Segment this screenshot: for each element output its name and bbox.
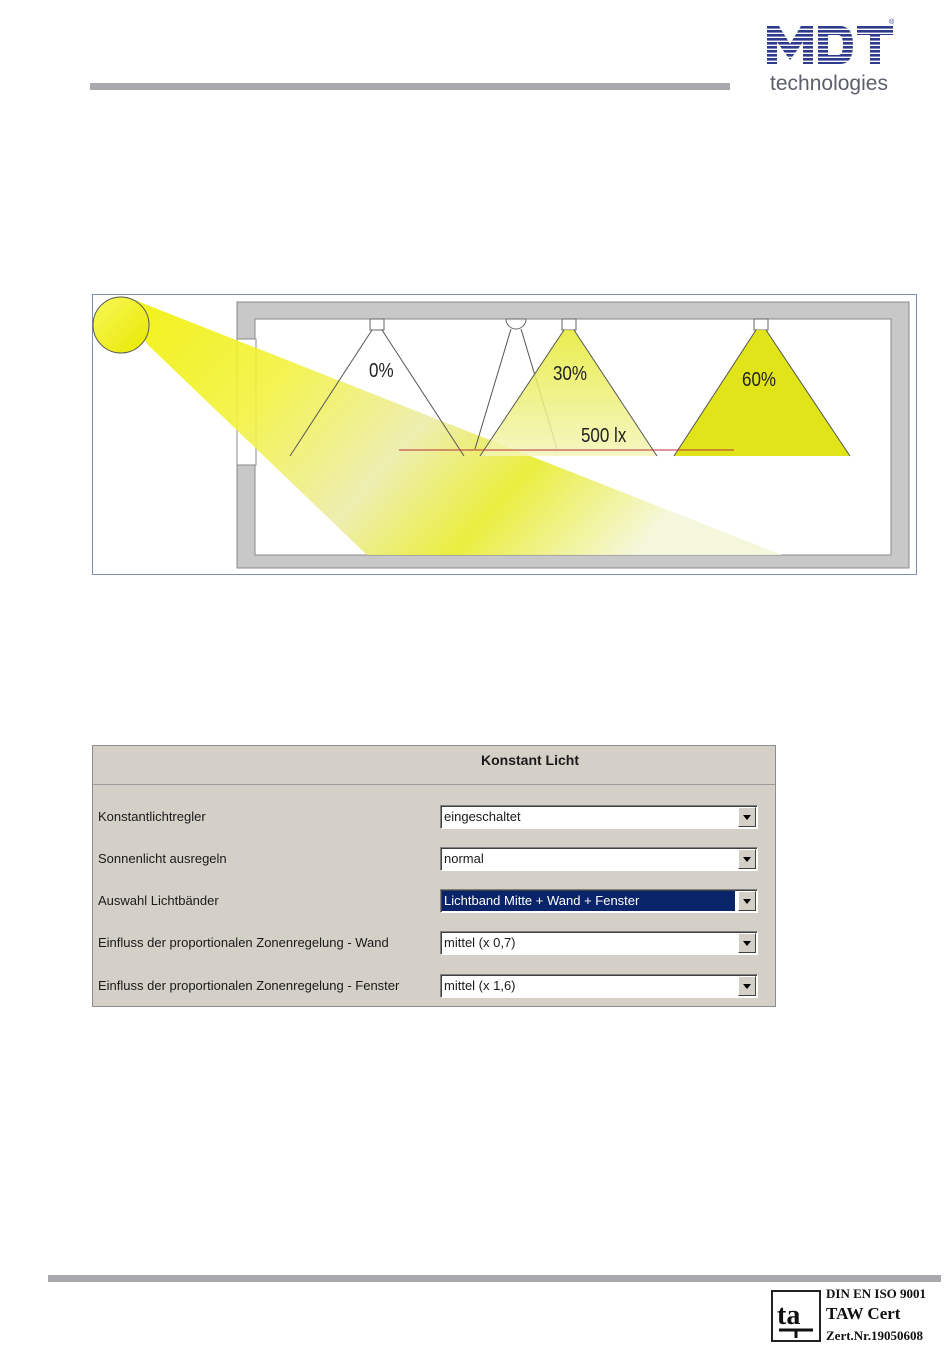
zonenregelung-fenster-label: Einfluss der proportionalen Zonenregelung - Fenster (98, 978, 400, 993)
chevron-down-icon (743, 984, 751, 989)
label-30-percent: 30% (553, 361, 588, 385)
sonnenlicht-dropdown-button[interactable] (738, 849, 756, 869)
dialog-title-bar (93, 746, 775, 785)
footer-rule (48, 1275, 941, 1282)
sun-icon (93, 297, 149, 353)
lamp-wall-icon (754, 319, 768, 330)
label-0-percent: 0% (369, 358, 394, 382)
svg-text:ta: ta (777, 1300, 801, 1331)
dialog-title-divider (93, 784, 775, 785)
taw-cert-logo-icon (771, 1290, 821, 1342)
label-500-lux: 500 lx (581, 423, 627, 447)
svg-text:®: ® (889, 19, 895, 26)
mdt-logo-icon (765, 14, 895, 72)
zonenregelung-fenster-dropdown-button[interactable] (738, 976, 756, 996)
cert-issuer (826, 1304, 900, 1324)
zonenregelung-wand-value: mittel (x 0,7) (444, 935, 516, 950)
cert-issuer-text: TAW Cert (826, 1304, 901, 1323)
konstantlichtregler-label: Konstantlichtregler (98, 809, 206, 824)
illumination-diagram (92, 294, 917, 575)
lichtbaender-label: Auswahl Lichtbänder (98, 893, 219, 908)
konstantlichtregler-dropdown-button[interactable] (738, 807, 756, 827)
konstant-licht-dialog (92, 745, 776, 1007)
konstantlichtregler-select[interactable] (440, 805, 758, 829)
zonenregelung-fenster-select[interactable] (440, 974, 758, 998)
konstantlichtregler-value: eingeschaltet (444, 809, 521, 824)
cert-standard: DIN EN ISO 9001 (826, 1286, 927, 1301)
zonenregelung-wand-label: Einfluss der proportionalen Zonenregelung - Wand (98, 935, 389, 950)
chevron-down-icon (743, 857, 751, 862)
logo-subtitle: technologies (770, 72, 888, 95)
cert-number: Zert.Nr.19050608 (826, 1328, 924, 1343)
chevron-down-icon (743, 941, 751, 946)
sonnenlicht-value: normal (444, 851, 484, 866)
header-rule (90, 83, 730, 90)
label-60-percent: 60% (742, 367, 777, 391)
lichtbaender-select[interactable] (440, 889, 758, 913)
lamp-middle-icon (562, 319, 576, 330)
sonnenlicht-select[interactable] (440, 847, 758, 871)
zonenregelung-wand-dropdown-button[interactable] (738, 933, 756, 953)
lichtbaender-value: Lichtband Mitte + Wand + Fenster (442, 891, 735, 911)
zonenregelung-fenster-value: mittel (x 1,6) (444, 978, 516, 993)
chevron-down-icon (743, 815, 751, 820)
chevron-down-icon (743, 899, 751, 904)
lichtbaender-dropdown-button[interactable] (738, 891, 756, 911)
lamp-window-icon (370, 319, 384, 330)
zonenregelung-wand-select[interactable] (440, 931, 758, 955)
sonnenlicht-label: Sonnenlicht ausregeln (98, 851, 227, 866)
dialog-title: Konstant Licht (481, 752, 579, 768)
